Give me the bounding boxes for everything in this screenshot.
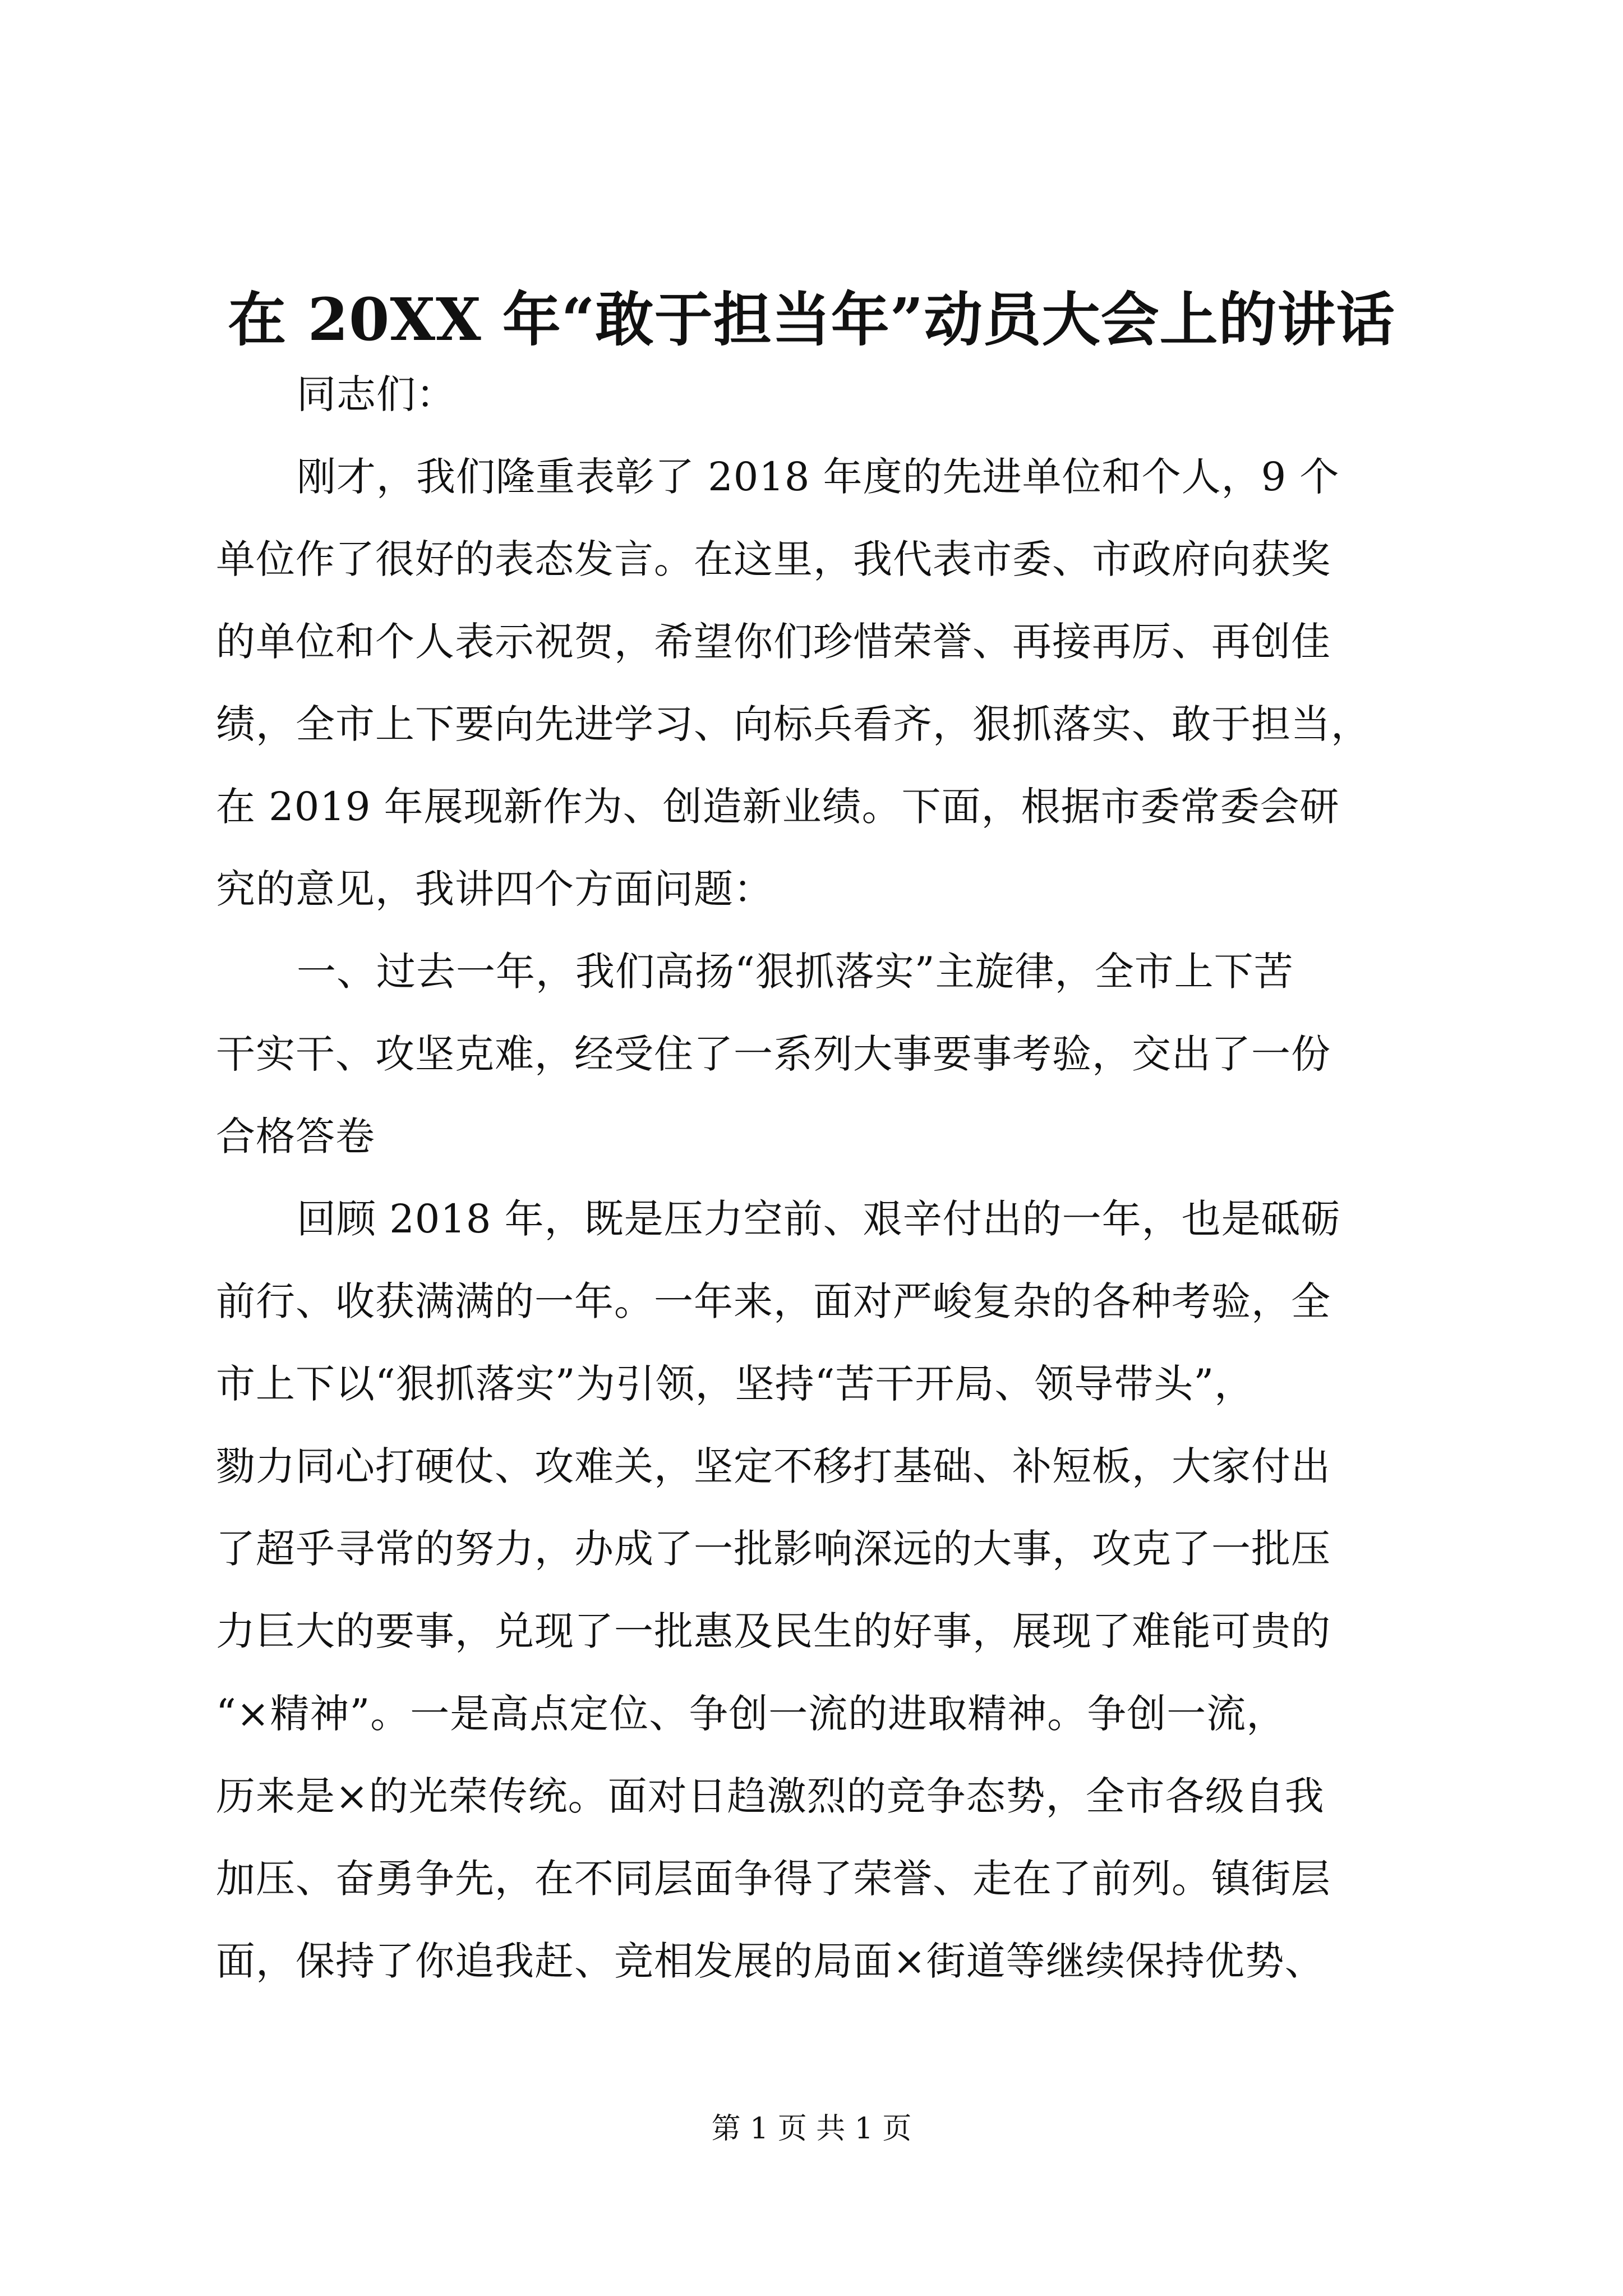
paragraph-line: 面，保持了你追我赶、竞相发展的局面×街道等继续保持优势、 xyxy=(216,1938,1325,1984)
paragraph-line: 了超乎寻常的努力，办成了一批影响深远的大事，攻克了一批压 xyxy=(216,1526,1331,1572)
paragraph-line: 历来是×的光荣传统。面对日趋激烈的竞争态势，全市各级自我 xyxy=(216,1773,1325,1819)
paragraph-line: 回顾 2018 年，既是压力空前、艰辛付出的一年，也是砥砺 xyxy=(297,1196,1341,1242)
salutation-line: 同志们： xyxy=(297,371,456,417)
paragraph-line: 勠力同心打硬仗、攻难关，坚定不移打基础、补短板，大家付出 xyxy=(216,1443,1331,1489)
page-footer: 第 1 页 共 1 页 xyxy=(711,2112,912,2146)
paragraph-line: 刚才，我们隆重表彰了 2018 年度的先进单位和个人，9 个 xyxy=(297,454,1340,500)
section-heading-line: 合格答卷 xyxy=(216,1114,375,1159)
paragraph-line: 究的意见，我讲四个方面问题： xyxy=(216,866,773,912)
document-title: 在 20XX 年“敢于担当年”动员大会上的讲话 xyxy=(228,285,1395,354)
paragraph-line: 的单位和个人表示祝贺，希望你们珍惜荣誉、再接再厉、再创佳 xyxy=(216,619,1331,665)
paragraph-line: 前行、收获满满的一年。一年来，面对严峻复杂的各种考验，全 xyxy=(216,1278,1331,1324)
paragraph-line: 单位作了很好的表态发言。在这里，我代表市委、市政府向获奖 xyxy=(216,536,1331,582)
paragraph-line: 在 2019 年展现新作为、创造新业绩。下面，根据市委常委会研 xyxy=(216,784,1340,830)
document-body xyxy=(216,353,1416,2003)
paragraph-line: 加压、奋勇争先，在不同层面争得了荣誉、走在了前列。镇街层 xyxy=(216,1856,1331,1902)
paragraph-line: “×精神”。一是高点定位、争创一流的进取精神。争创一流， xyxy=(216,1691,1287,1737)
paragraph-line: 力巨大的要事，兑现了一批惠及民生的好事，展现了难能可贵的 xyxy=(216,1608,1331,1654)
paragraph-line: 绩，全市上下要向先进学习、向标兵看齐，狠抓落实、敢于担当， xyxy=(216,701,1371,747)
section-heading-line: 干实干、攻坚克难，经受住了一系列大事要事考验，交出了一份 xyxy=(216,1031,1331,1077)
section-heading-line: 一、过去一年，我们高扬“狠抓落实”主旋律，全市上下苦 xyxy=(297,949,1294,995)
paragraph-line: 市上下以“狠抓落实”为引领，坚持“苦干开局、领导带头”， xyxy=(216,1361,1255,1407)
